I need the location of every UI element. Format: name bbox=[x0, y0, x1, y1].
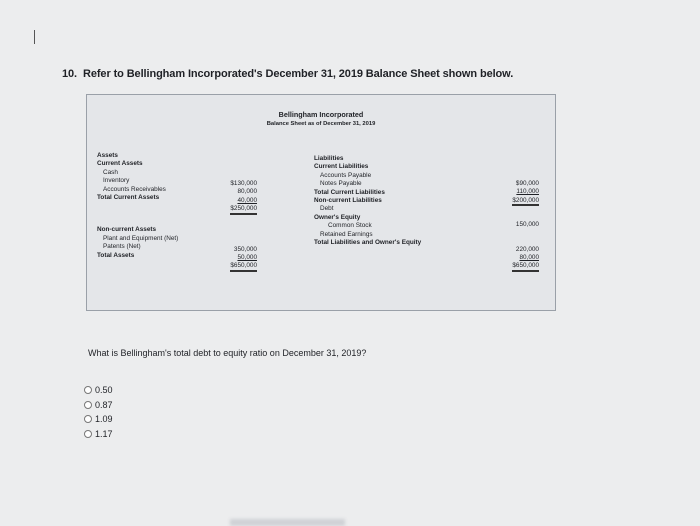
option-label: 1.17 bbox=[95, 428, 113, 439]
radio-icon[interactable] bbox=[84, 401, 92, 409]
assets-values bbox=[213, 180, 257, 271]
option-label: 1.09 bbox=[95, 414, 113, 425]
cash-label: Cash bbox=[103, 168, 118, 176]
retained-earnings-label: Retained Earnings bbox=[320, 230, 373, 238]
notes-payable-value: 110,000 bbox=[516, 188, 539, 196]
option-label: 0.50 bbox=[95, 385, 113, 396]
receivables-label: Accounts Receivables bbox=[103, 185, 166, 193]
total-current-liabilities-label: Total Current Liabilities bbox=[314, 188, 385, 196]
question-prompt: Refer to Bellingham Incorporated's December 31, 2019 Balance Sheet shown below. bbox=[83, 68, 514, 80]
accounts-payable-value: $90,000 bbox=[515, 180, 539, 187]
liabilities-values bbox=[494, 180, 539, 271]
patents-label: Patents (Net) bbox=[103, 243, 141, 251]
ppe-value: 350,000 bbox=[233, 245, 257, 253]
option-0-87[interactable] bbox=[84, 398, 113, 413]
debt-label: Debt bbox=[320, 205, 334, 213]
cash-value: $130,000 bbox=[230, 180, 257, 187]
common-stock-value: 220,000 bbox=[515, 245, 539, 253]
total-liabilities-equity-value: $650,000 bbox=[512, 262, 539, 271]
question-title bbox=[62, 68, 513, 80]
blurred-footer bbox=[230, 519, 345, 526]
balance-sheet-image bbox=[86, 94, 556, 311]
accounts-payable-label: Accounts Payable bbox=[320, 171, 372, 179]
liabilities-labels bbox=[314, 155, 514, 247]
current-liabilities-header: Current Liabilities bbox=[314, 163, 369, 171]
current-assets-header: Current Assets bbox=[97, 160, 143, 168]
total-current-assets-value: $250,000 bbox=[230, 205, 257, 214]
total-assets-value: $650,000 bbox=[230, 262, 257, 271]
noncurrent-assets-header: Non-current Assets bbox=[97, 226, 157, 234]
noncurrent-liabilities-header: Non-current Liabilities bbox=[314, 196, 382, 204]
assets-labels bbox=[97, 152, 217, 260]
receivables-value: 40,000 bbox=[237, 196, 257, 204]
liabilities-header: Liabilities bbox=[314, 155, 344, 162]
followup-question: What is Bellingham's total debt to equity ratio on December 31, 2019? bbox=[88, 348, 367, 358]
balance-sheet-header bbox=[87, 111, 555, 128]
retained-earnings-value: 80,000 bbox=[519, 253, 539, 261]
question-number: 10. bbox=[62, 68, 77, 80]
radio-icon[interactable] bbox=[84, 415, 92, 423]
ppe-label: Plant and Equipment (Net) bbox=[103, 234, 179, 242]
text-cursor bbox=[34, 30, 35, 44]
total-liabilities-equity-label: Total Liabilities and Owner's Equity bbox=[314, 238, 422, 246]
total-current-assets-label: Total Current Assets bbox=[97, 193, 160, 201]
common-stock-label: Common Stock bbox=[328, 222, 372, 230]
option-1-17[interactable] bbox=[84, 427, 113, 442]
assets-header: Assets bbox=[97, 152, 118, 159]
patents-value: 50,000 bbox=[237, 253, 257, 261]
notes-payable-label: Notes Payable bbox=[320, 180, 362, 188]
company-name: Bellingham Incorporated bbox=[278, 110, 364, 119]
answer-options bbox=[84, 383, 113, 441]
total-assets-label: Total Assets bbox=[97, 251, 135, 259]
balance-sheet-date: Balance Sheet as of December 31, 2019 bbox=[266, 121, 376, 128]
radio-icon[interactable] bbox=[84, 430, 92, 438]
owners-equity-header: Owner's Equity bbox=[314, 213, 361, 221]
debt-value: 150,000 bbox=[515, 221, 539, 229]
radio-icon[interactable] bbox=[84, 386, 92, 394]
option-0-50[interactable] bbox=[84, 383, 113, 398]
total-current-liabilities-value: $200,000 bbox=[512, 197, 539, 206]
inventory-label: Inventory bbox=[103, 177, 130, 185]
inventory-value: 80,000 bbox=[237, 188, 257, 196]
option-1-09[interactable] bbox=[84, 412, 113, 427]
option-label: 0.87 bbox=[95, 399, 113, 410]
